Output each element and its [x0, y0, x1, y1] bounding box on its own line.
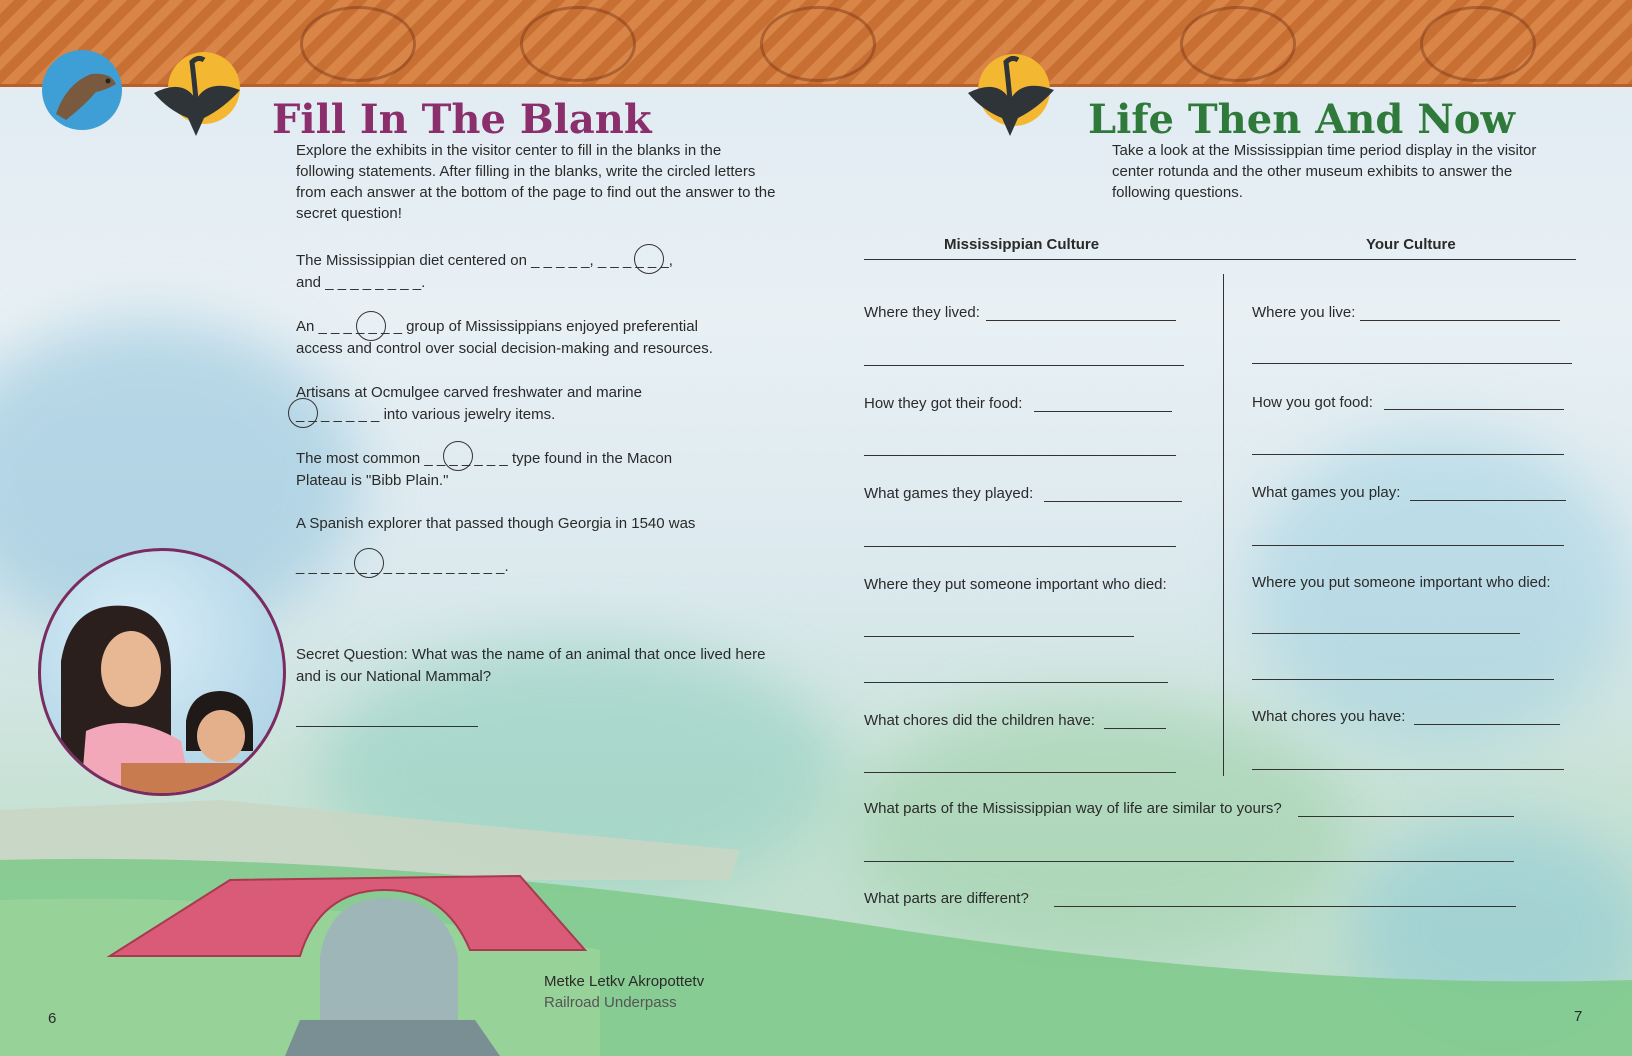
answer-line[interactable]: [1252, 633, 1520, 634]
underpass-tunnel: [320, 898, 458, 1020]
right-intro-text: Take a look at the Mississippian time period display in the visitor center rotunda and the other museum exhibits to answer the following questions.: [1112, 142, 1537, 201]
answer-line[interactable]: [864, 546, 1176, 547]
anhinga-bird-icon: [962, 48, 1066, 138]
answer-circle[interactable]: [356, 311, 386, 341]
answer-line[interactable]: [1414, 724, 1560, 725]
answer-line[interactable]: [1252, 454, 1564, 455]
question-artisans-cont: _ _ _ _ _ _ _ into various jewelry items.: [296, 406, 556, 423]
prompt-similar: What parts of the Mississippian way of life are similar to yours?: [864, 800, 1282, 817]
left-intro-text: Explore the exhibits in the visitor center to fill in the blanks in the following statements. After filling in the blanks, write the circled letters from each answer at the bottom of the page to find out the answer to the secret question!: [296, 142, 776, 222]
anhinga-bird-icon: [144, 48, 248, 138]
answer-line[interactable]: [1410, 500, 1566, 501]
answer-circle[interactable]: [443, 441, 473, 471]
answer-line[interactable]: [1252, 363, 1572, 364]
answer-line[interactable]: [864, 455, 1176, 456]
page-number-left: 6: [48, 1010, 57, 1027]
answer-line[interactable]: [1054, 906, 1516, 907]
answer-circle[interactable]: [354, 548, 384, 578]
answer-line[interactable]: [1104, 728, 1166, 729]
column-divider: [1223, 274, 1224, 776]
answer-line[interactable]: [1252, 545, 1564, 546]
answer-line[interactable]: [864, 636, 1134, 637]
answer-line[interactable]: [1034, 411, 1172, 412]
question-pottery-cont: Plateau is "Bibb Plain.": [296, 472, 449, 489]
question-group: An _ _ _ _ _ _ _ group of Mississippians enjoyed preferential: [296, 318, 698, 335]
prompt-how-food: How they got their food:: [864, 395, 1023, 412]
question-explorer: A Spanish explorer that passed though Georgia in 1540 was: [296, 515, 696, 532]
header-rule: [864, 259, 1576, 260]
answer-line[interactable]: [1044, 501, 1182, 502]
page-number-right: 7: [1574, 1008, 1583, 1025]
answer-line[interactable]: [1252, 679, 1554, 680]
prompt-burial-you: Where you put someone important who died:: [1252, 574, 1551, 591]
column-header-your-culture: Your Culture: [1366, 236, 1456, 253]
prompt-games: What games they played:: [864, 485, 1034, 502]
caption-title: Metke Letkv Akropottetv: [544, 973, 705, 990]
answer-circle[interactable]: [634, 244, 664, 274]
prompt-burial: Where they put someone important who died:: [864, 576, 1167, 593]
answer-line[interactable]: [986, 320, 1176, 321]
mound-illustration: [0, 790, 1632, 1056]
children-illustration: [38, 548, 286, 796]
page-title-fill-in-the-blank: Fill In The Blank: [272, 96, 652, 143]
answer-line[interactable]: [1360, 320, 1560, 321]
secret-question: Secret Question: What was the name of an animal that once lived here and is our National Mammal?: [296, 646, 766, 685]
answer-circle[interactable]: [288, 398, 318, 428]
column-header-mississippian: Mississippian Culture: [944, 236, 1100, 253]
prompt-chores-you: What chores you have:: [1252, 708, 1406, 725]
question-artisans: Artisans at Ocmulgee carved freshwater and marine: [296, 384, 642, 401]
question-explorer-blanks: _ _ _ _ _ _ _ _ _ _ _ _ _ _ _ _ _.: [296, 558, 509, 575]
answer-line[interactable]: [864, 682, 1168, 683]
prompt-different: What parts are different?: [864, 890, 1029, 907]
answer-line[interactable]: [864, 861, 1514, 862]
prompt-how-you-food: How you got food:: [1252, 394, 1373, 411]
prompt-chores: What chores did the children have:: [864, 712, 1095, 729]
otter-icon: [36, 44, 128, 136]
secret-answer-line[interactable]: [296, 726, 478, 727]
page-title-life-then-and-now: Life Then And Now: [1088, 96, 1515, 143]
question-diet-cont: and _ _ _ _ _ _ _ _.: [296, 274, 426, 291]
answer-line[interactable]: [864, 772, 1176, 773]
prompt-where-lived: Where they lived:: [864, 304, 980, 321]
answer-line[interactable]: [864, 365, 1184, 366]
prompt-where-live: Where you live:: [1252, 304, 1356, 321]
question-diet: The Mississippian diet centered on _ _ _ _ _, _ _ _ _ _ _,: [296, 252, 673, 269]
caption-subtitle: Railroad Underpass: [544, 994, 677, 1011]
question-group-cont: access and control over social decision-making and resources.: [296, 340, 713, 357]
photo-caption: [544, 971, 704, 1013]
question-pottery: The most common _ _ _ _ _ _ _ type found in the Macon: [296, 450, 673, 467]
prompt-games-you: What games you play:: [1252, 484, 1401, 501]
answer-line[interactable]: [1384, 409, 1564, 410]
answer-line[interactable]: [1252, 769, 1564, 770]
answer-line[interactable]: [1298, 816, 1514, 817]
